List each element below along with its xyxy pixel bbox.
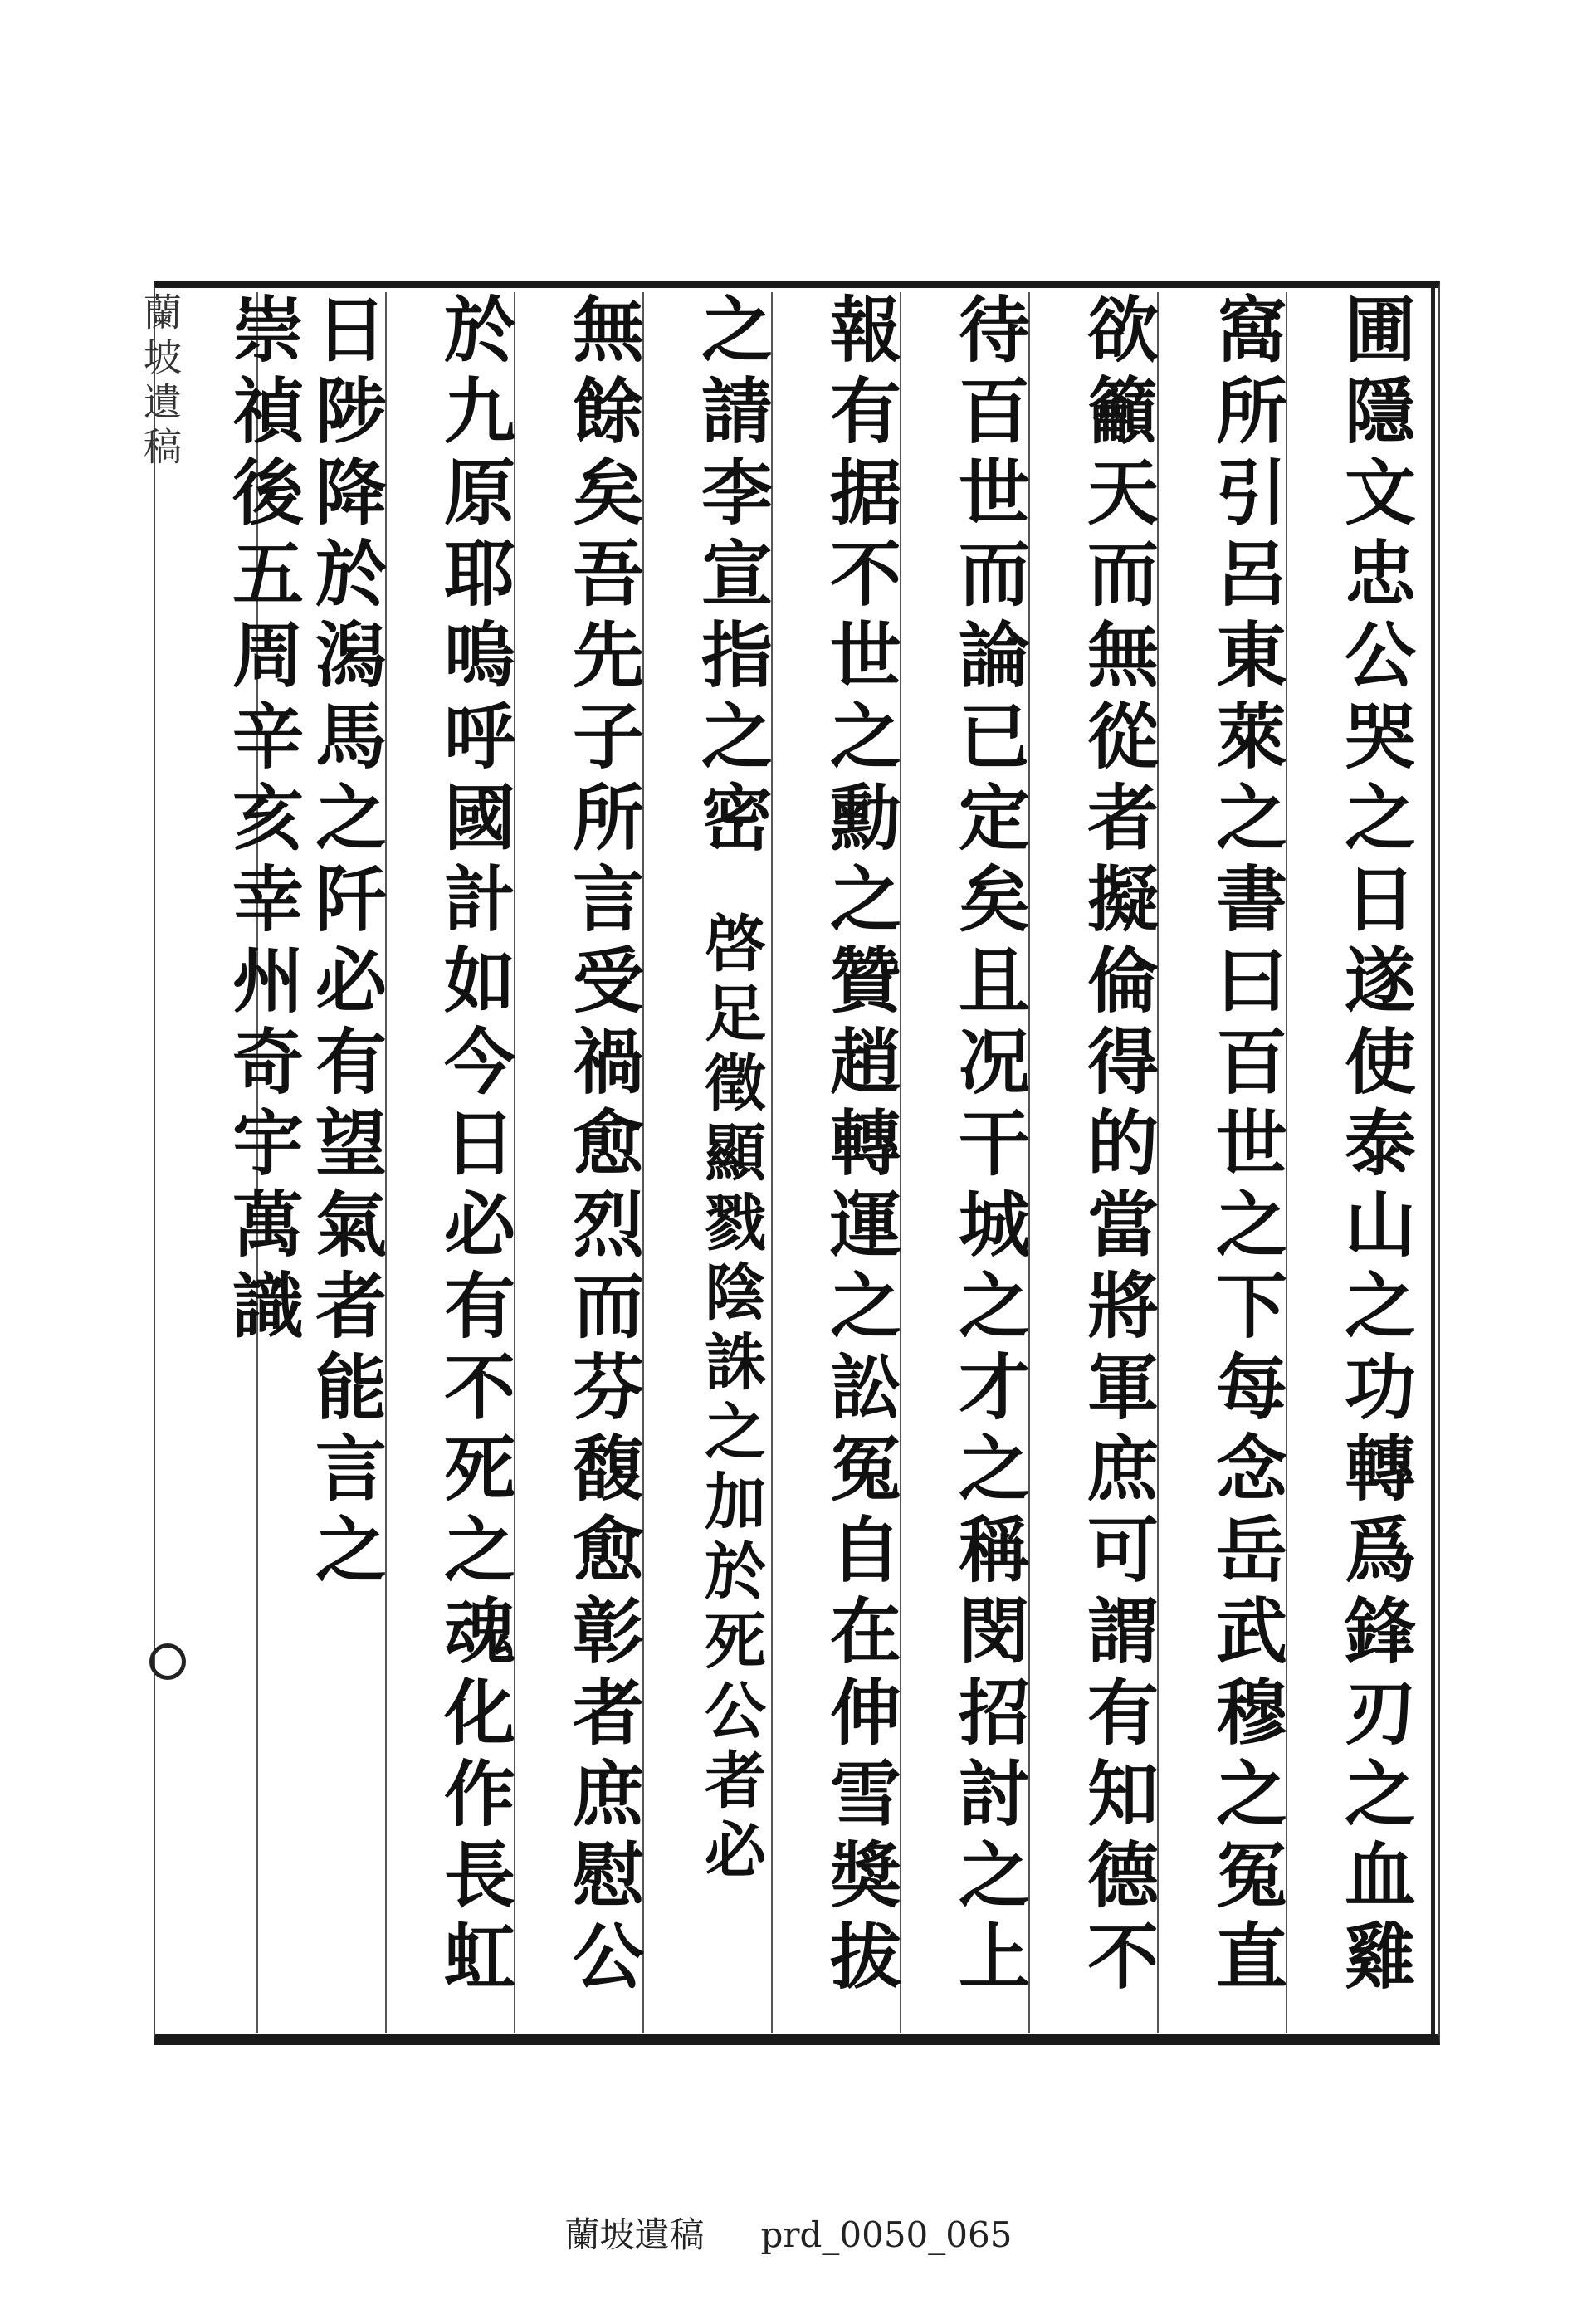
text-column-3: 欲籲天而無從者擬倫得的當將軍庶可謂有知德不 <box>1075 292 1159 2000</box>
text-column-6-main: 之請李宣指之密 <box>689 292 773 862</box>
text-column-8: 於九原耶嗚呼國計如今日必有不死之魂化作長虹 <box>432 292 515 2000</box>
margin-mark <box>149 1643 186 1680</box>
inline-note: 啓足徵顯戮陰誅之加於死公者必 <box>695 911 766 1887</box>
text-column-7: 無餘矣吾先子所言受禍愈烈而芬馥愈彰者庶慰公 <box>560 292 644 2000</box>
margin-title: 蘭坡遺稿 <box>138 292 183 471</box>
text-column-6 <box>672 292 788 2027</box>
text-column-5: 報有据不世之勳之贊趙轉運之訟冤自在伸雪獎拔 <box>818 292 901 2000</box>
text-column-9: 日陟降於潟馬之阡必有望氣者能言之 <box>303 292 387 1594</box>
caption-id: prd_0050_065 <box>760 2214 1013 2255</box>
text-column-1: 圃隱文忠公哭之日遂使泰山之功轉爲鋒刃之血雞 <box>1332 292 1416 2000</box>
text-column-4: 待百世而論已定矣且况干城之才之稱閔招討之上 <box>946 292 1030 2000</box>
caption-title: 蘭坡遺稿 <box>564 2214 705 2255</box>
text-column-2: 窩所引呂東萊之書曰百世之下每念岳武穆之冤直 <box>1204 292 1287 2000</box>
page-caption <box>0 2208 1577 2258</box>
text-column-10: 崇禎後五周辛亥幸州奇宇萬識 <box>220 292 304 1350</box>
